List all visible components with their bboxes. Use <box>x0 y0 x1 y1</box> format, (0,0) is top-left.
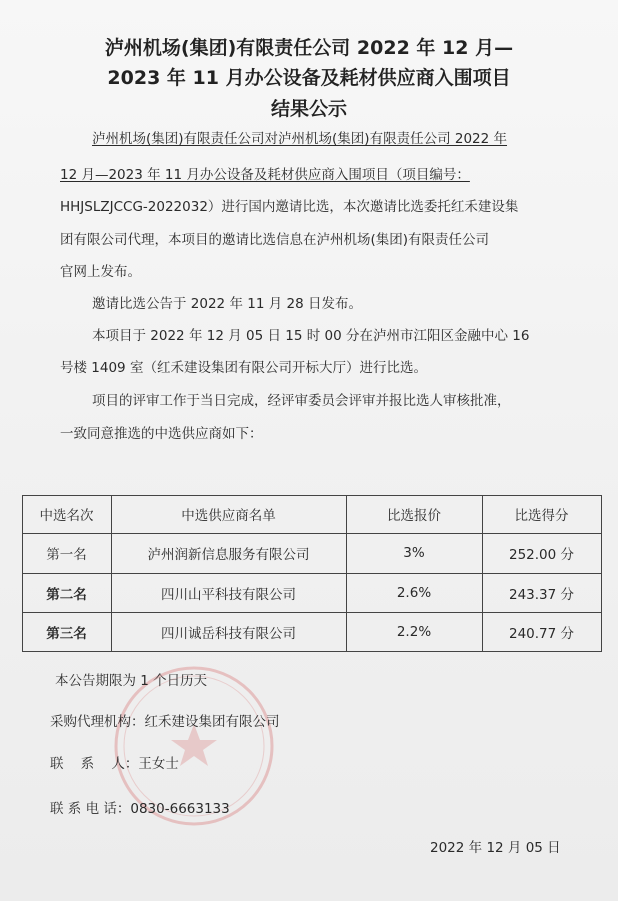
paragraph-1-line-5: 官网上发布。 <box>60 264 141 280</box>
paragraph-2: 邀请比选公告于 2022 年 11 月 28 日发布。 <box>92 296 362 312</box>
table-row-2-score: 243.37 分 <box>508 586 575 603</box>
paragraph-3-line-2: 号楼 1409 室（红禾建设集团有限公司开标大厅）进行比选。 <box>60 360 427 376</box>
title-line-1: 泸州机场(集团)有限责任公司 2022 年 12 月— <box>104 37 514 59</box>
table-row-1-score: 252.00 分 <box>508 547 575 563</box>
table-row-1-quote: 3% <box>403 545 425 561</box>
paragraph-1-line-3: HHJSLZJCCG-2022032）进行国内邀请比选，本次邀请比选委托红禾建设集 <box>60 199 519 215</box>
paragraph-1-line-1: 泸州机场(集团)有限责任公司对泸州机场(集团)有限责任公司 2022 年 <box>92 131 508 147</box>
paragraph-1-line-2: 12 月—2023 年 11 月办公设备及耗材供应商入围项目（项目编号： <box>60 167 470 183</box>
title-line-3: 结果公示 <box>270 98 347 120</box>
paragraph-4-line-2: 一致同意推选的中选供应商如下： <box>60 426 263 442</box>
contact-phone: 联 系 电 话：0830-6663133 <box>50 801 230 817</box>
table-row-3-quote: 2.2% <box>396 623 432 640</box>
results-table <box>22 495 602 652</box>
table-row-1-supplier: 泸州润新信息服务有限公司 <box>147 547 310 563</box>
notice-date: 2022 年 12 月 05 日 <box>430 840 561 856</box>
contact-person: 联 系 人：王女士 <box>50 756 179 772</box>
paragraph-3-line-1: 本项目于 2022 年 12 月 05 日 15 时 00 分在泸州市江阳区金融中心 16 <box>92 328 530 344</box>
table-row-3-supplier: 四川诚岳科技有限公司 <box>161 625 296 642</box>
table-row-2-quote: 2.6% <box>396 584 432 601</box>
table-row-3-rank: 第三名 <box>46 625 87 642</box>
table-header-score: 比选得分 <box>514 508 569 524</box>
table-row-2-rank: 第二名 <box>46 586 87 603</box>
paragraph-1-line-4: 团有限公司代理，本项目的邀请比选信息在泸州机场(集团)有限责任公司 <box>60 232 490 248</box>
table-header-rank: 中选名次 <box>39 508 94 524</box>
table-row-3-score: 240.77 分 <box>508 625 575 642</box>
table-header-quote: 比选报价 <box>387 508 441 524</box>
table-row-1-rank: 第一名 <box>46 547 87 563</box>
table-header-supplier: 中选供应商名单 <box>181 508 276 524</box>
notice-period: 本公告期限为 1 个日历天 <box>55 673 208 689</box>
purchasing-agency: 采购代理机构：红禾建设集团有限公司 <box>50 714 280 730</box>
paragraph-4-line-1: 项目的评审工作于当日完成，经评审委员会评审并报比选人审核批准， <box>92 393 511 409</box>
title-line-2: 2023 年 11 月办公设备及耗材供应商入围项目 <box>107 67 511 89</box>
table-row-2-supplier: 四川山平科技有限公司 <box>161 586 296 603</box>
